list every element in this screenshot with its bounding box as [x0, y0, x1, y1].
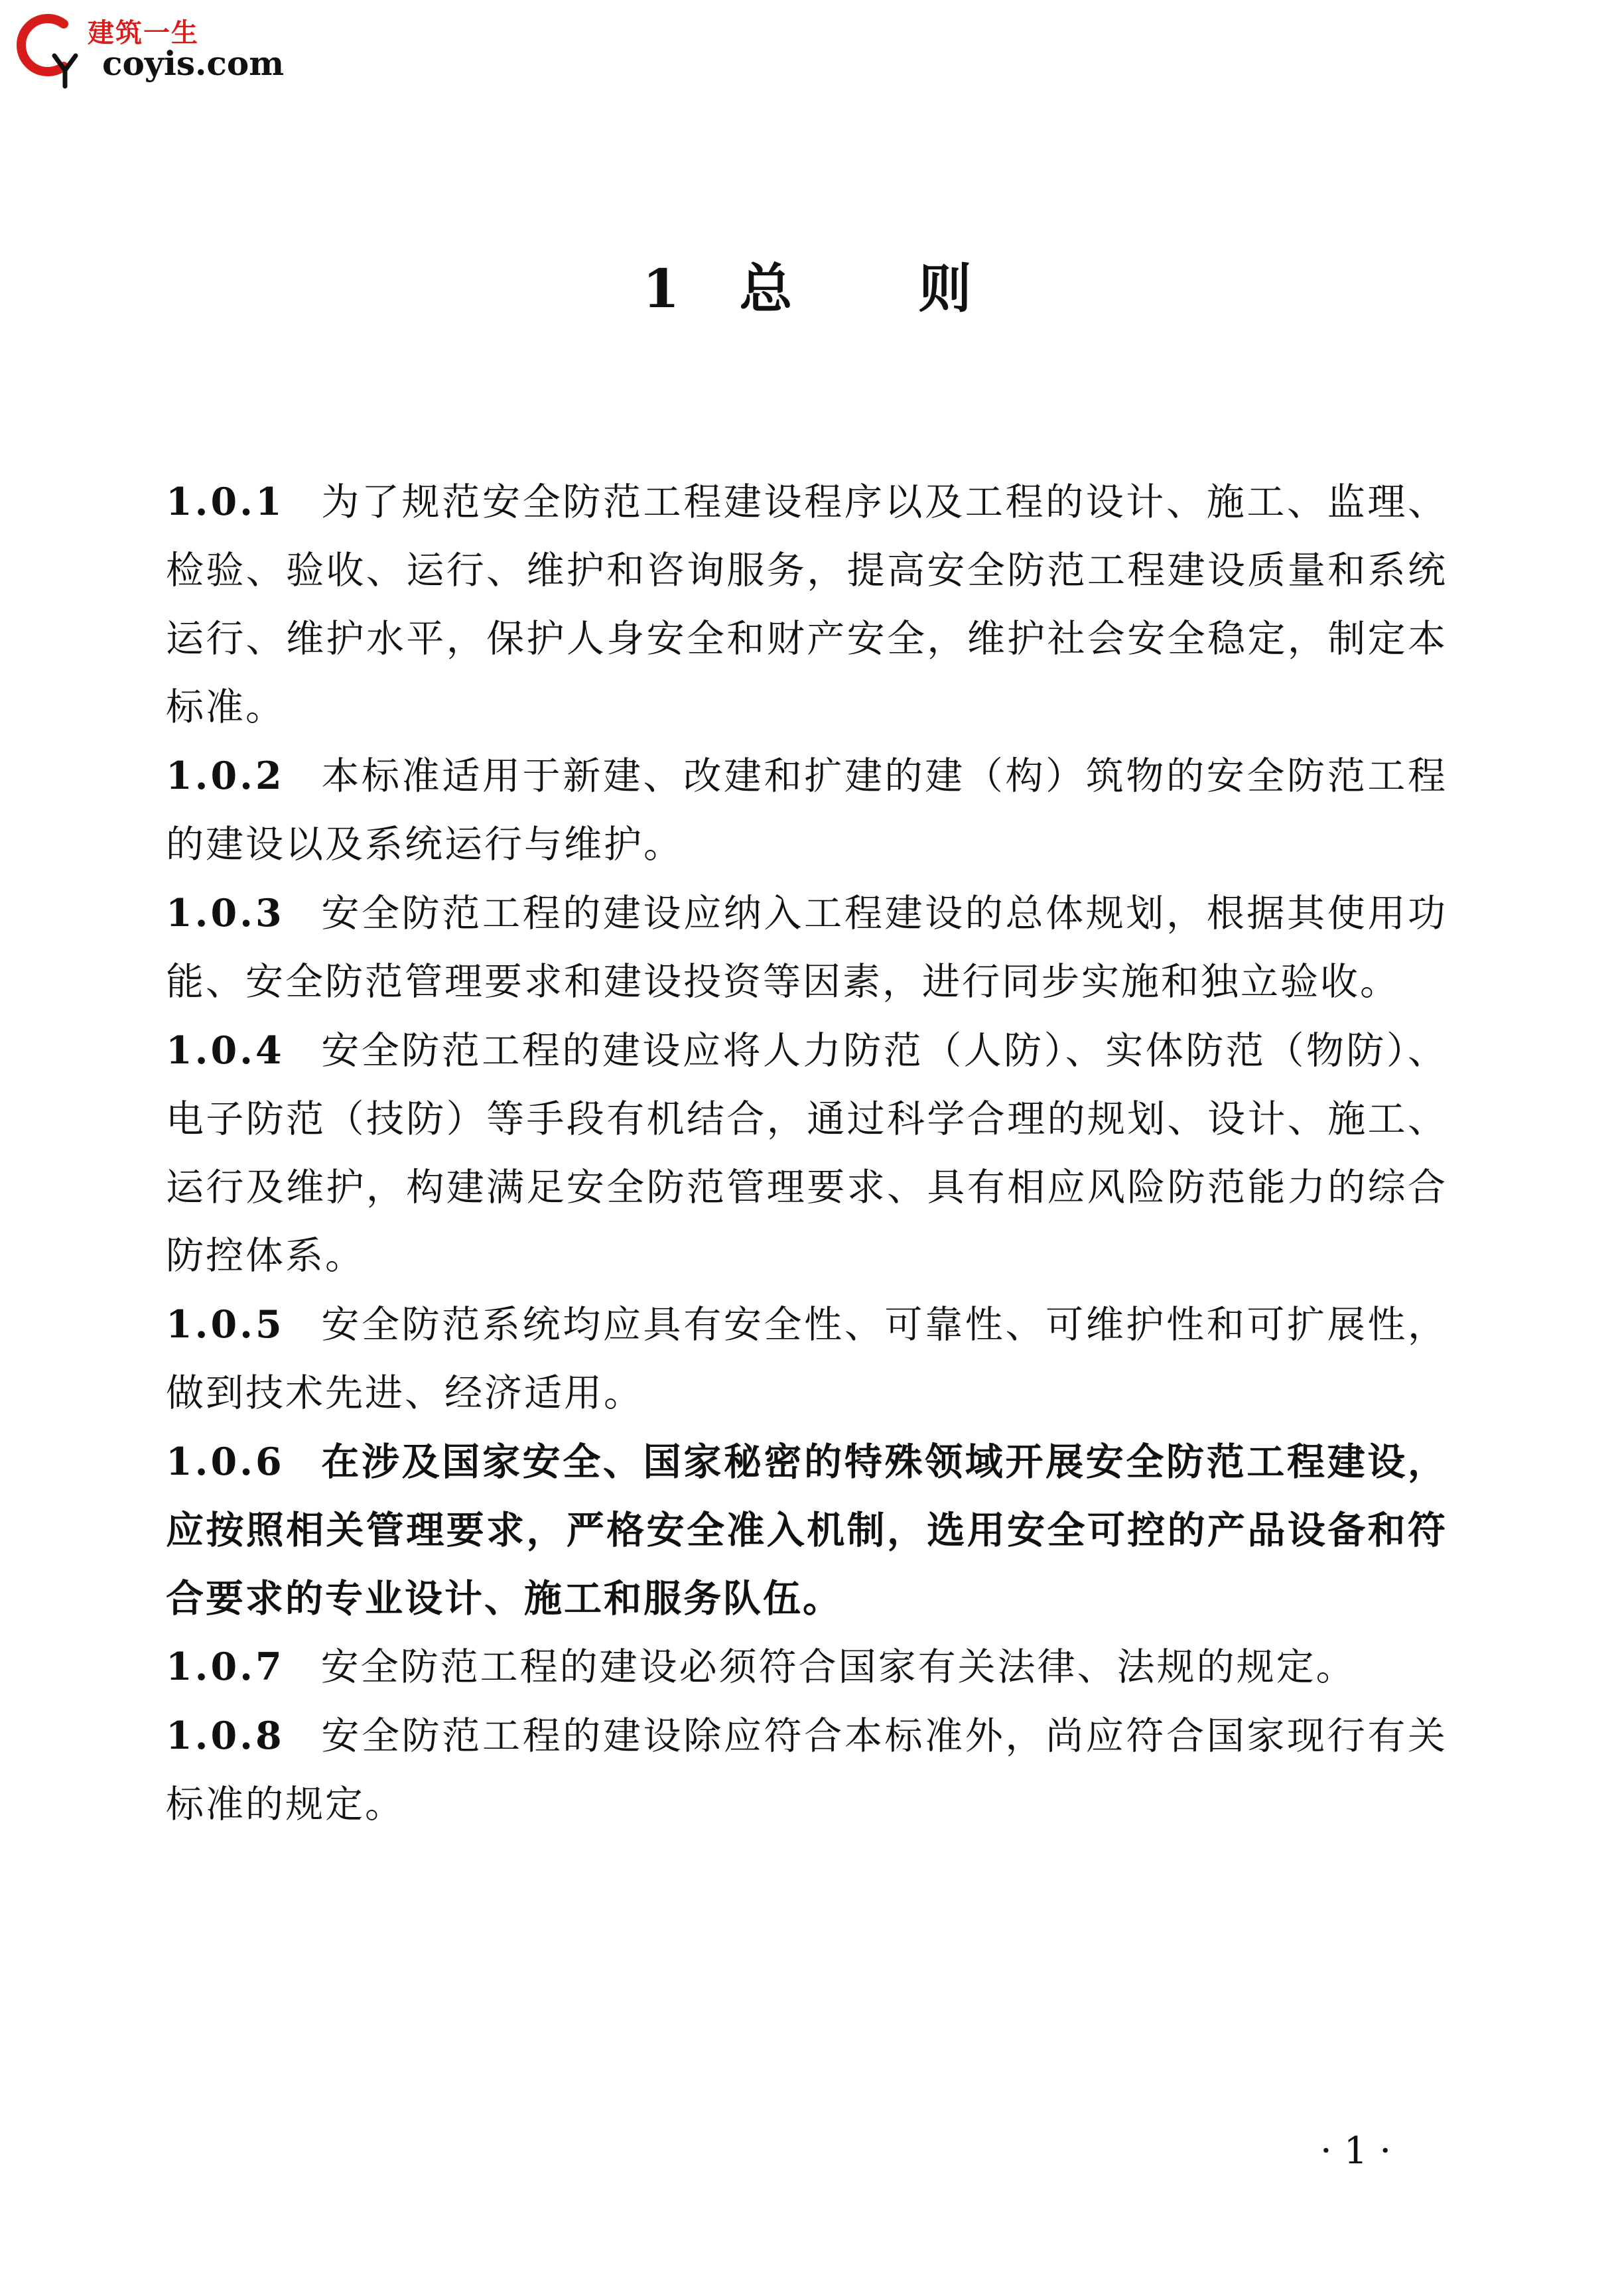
chapter-title	[0, 257, 1614, 320]
clause-1-0-4	[166, 1016, 1447, 1290]
clause-number: 1.0.7	[166, 1645, 285, 1689]
clause-1-0-5	[166, 1290, 1447, 1428]
clause-list	[166, 468, 1447, 1839]
watermark-brand-en: coyis.com	[102, 44, 285, 83]
chapter-title-part2: 则	[918, 257, 972, 320]
cy-logo-icon	[9, 9, 89, 89]
clause-text: 安全防范工程的建设应将人力防范（人防）、实体防范（物防）、电子防范（技防）等手段有机结合，通过科学合理的规划、设计、施工、运行及维护，构建满足安全防范管理要求、具有相应风险防范能力的综合防控体系。	[166, 1029, 1447, 1278]
clause-number: 1.0.2	[166, 754, 285, 798]
clause-number: 1.0.1	[166, 480, 285, 524]
clause-text: 安全防范工程的建设必须符合国家有关法律、法规的规定。	[320, 1645, 1356, 1689]
clause-text: 安全防范工程的建设应纳入工程建设的总体规划，根据其使用功能、安全防范管理要求和建设投资等因素，进行同步实施和独立验收。	[166, 892, 1447, 1004]
watermark-brand-cn: 建筑一生	[88, 18, 199, 48]
page-number: ·1·	[1320, 2129, 1404, 2173]
clause-number: 1.0.6	[166, 1440, 285, 1484]
clause-1-0-3	[166, 879, 1447, 1016]
watermark-logo	[9, 9, 288, 89]
clause-1-0-8	[166, 1702, 1447, 1839]
clause-number: 1.0.8	[166, 1714, 285, 1758]
clause-1-0-2	[166, 742, 1447, 879]
chapter-title-part1: 总	[739, 257, 793, 320]
clause-text: 本标准适用于新建、改建和扩建的建（构）筑物的安全防范工程的建设以及系统运行与维护。	[166, 754, 1447, 866]
clause-1-0-7	[166, 1633, 1447, 1702]
clause-text: 为了规范安全防范工程建设程序以及工程的设计、施工、监理、检验、验收、运行、维护和咨询服务，提高安全防范工程建设质量和系统运行、维护水平，保护人身安全和财产安全，维护社会安全稳定，制定本标准。	[166, 480, 1447, 729]
clause-text: 安全防范工程的建设除应符合本标准外，尚应符合国家现行有关标准的规定。	[166, 1714, 1447, 1826]
clause-number: 1.0.3	[166, 891, 285, 935]
clause-1-0-1	[166, 468, 1447, 742]
chapter-number: 1	[642, 257, 680, 320]
clause-number: 1.0.4	[166, 1028, 285, 1073]
clause-1-0-6	[166, 1428, 1447, 1633]
clause-text: 安全防范系统均应具有安全性、可靠性、可维护性和可扩展性，做到技术先进、经济适用。	[166, 1303, 1447, 1415]
clause-number: 1.0.5	[166, 1302, 285, 1347]
clause-text: 在涉及国家安全、国家秘密的特殊领域开展安全防范工程建设，应按照相关管理要求，严格安全准入机制，选用安全可控的产品设备和符合要求的专业设计、施工和服务队伍。	[166, 1440, 1447, 1621]
